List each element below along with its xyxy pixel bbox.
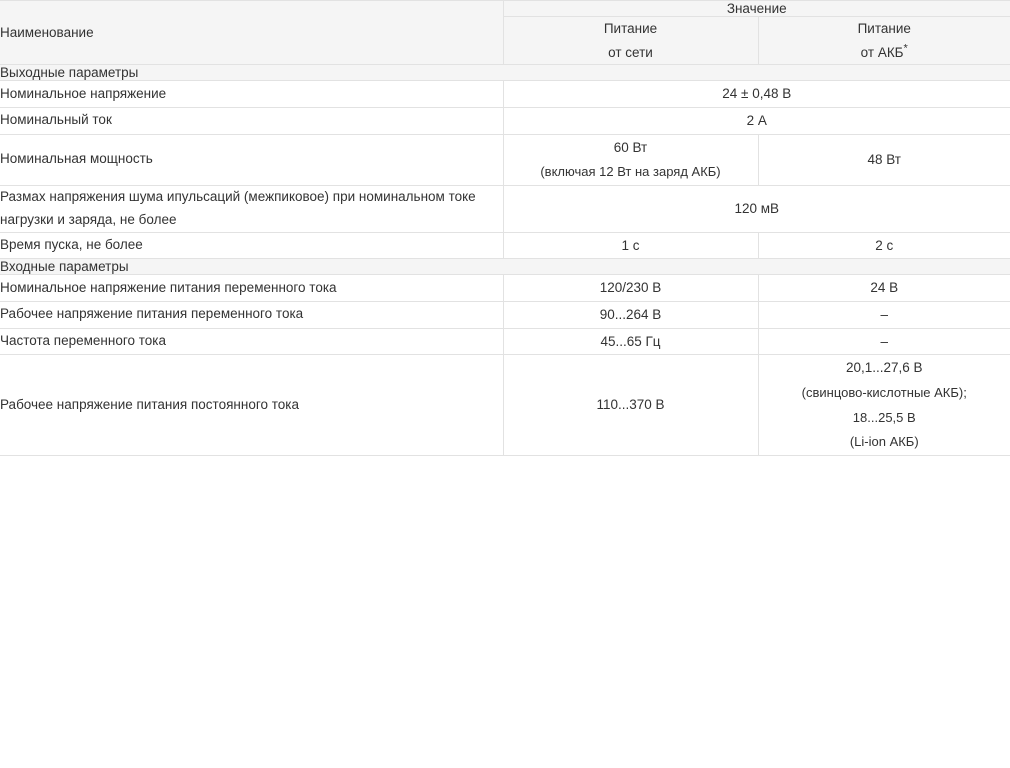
table-row: [0, 185, 1010, 232]
header-battery-line2: [759, 41, 1010, 65]
row-value-combined: 120 мВ: [503, 185, 1010, 232]
row-name: Номинальная мощность: [0, 134, 503, 185]
table-row: [0, 275, 1010, 302]
table-row: [0, 328, 1010, 355]
header-value: Значение: [503, 1, 1010, 17]
row-name: Размах напряжения шума ипульсаций (межпиковое) при номинальном токе нагрузки и заряда, не более: [0, 185, 503, 232]
row-name: Рабочее напряжение питания переменного тока: [0, 302, 503, 329]
row-value-battery-note2: 18...25,5 В: [852, 409, 916, 425]
header-mains: [503, 17, 758, 65]
table-row: [0, 302, 1010, 329]
row-name: Номинальный ток: [0, 107, 503, 134]
header-name: Наименование: [0, 1, 503, 65]
table-row: [0, 81, 1010, 108]
row-value-mains: 120/230 В: [503, 275, 758, 302]
row-value-battery-note1: (свинцово-кислотные АКБ);: [801, 384, 967, 400]
row-value-combined: 24 ± 0,48 В: [503, 81, 1010, 108]
row-name: Время пуска, не более: [0, 232, 503, 259]
section-title-input: Входные параметры: [0, 259, 1010, 275]
row-value-battery-note3: (Li-ion АКБ): [849, 434, 919, 450]
table-row: [0, 355, 1010, 456]
section-header-row: [0, 65, 1010, 81]
header-mains-line1: Питание: [603, 21, 658, 36]
row-value-mains: [503, 134, 758, 185]
row-value-mains: 110...370 В: [503, 355, 758, 456]
section-header-row: [0, 259, 1010, 275]
row-value-mains: 1 с: [503, 232, 758, 259]
header-mains-line2: от сети: [608, 44, 653, 60]
row-value-battery: –: [758, 302, 1010, 329]
row-value-battery: 2 с: [758, 232, 1010, 259]
footnote-marker: *: [903, 42, 908, 55]
row-value-combined: 2 А: [503, 107, 1010, 134]
table-row: [0, 232, 1010, 259]
row-name: Частота переменного тока: [0, 328, 503, 355]
header-battery-line1: Питание: [857, 21, 911, 36]
row-value-battery-main: 20,1...27,6 В: [845, 360, 923, 376]
row-value-mains: 45...65 Гц: [503, 328, 758, 355]
section-title-output: Выходные параметры: [0, 65, 1010, 81]
table-header-row: [0, 1, 1010, 17]
table-row: [0, 107, 1010, 134]
header-battery: [758, 17, 1010, 65]
table-row: [0, 134, 1010, 185]
header-battery-text: от АКБ: [860, 44, 904, 60]
row-value-mains: 90...264 В: [503, 302, 758, 329]
row-name: Рабочее напряжение питания постоянного тока: [0, 355, 503, 456]
row-value-battery: 48 Вт: [758, 134, 1010, 185]
row-name: Номинальное напряжение питания переменного тока: [0, 275, 503, 302]
row-value-battery: 24 В: [758, 275, 1010, 302]
row-value-battery: –: [758, 328, 1010, 355]
row-name: Номинальное напряжение: [0, 81, 503, 108]
row-value-battery: [758, 355, 1010, 456]
row-value-mains-main: 60 Вт: [613, 139, 648, 155]
row-value-mains-note: (включая 12 Вт на заряд АКБ): [540, 164, 721, 180]
